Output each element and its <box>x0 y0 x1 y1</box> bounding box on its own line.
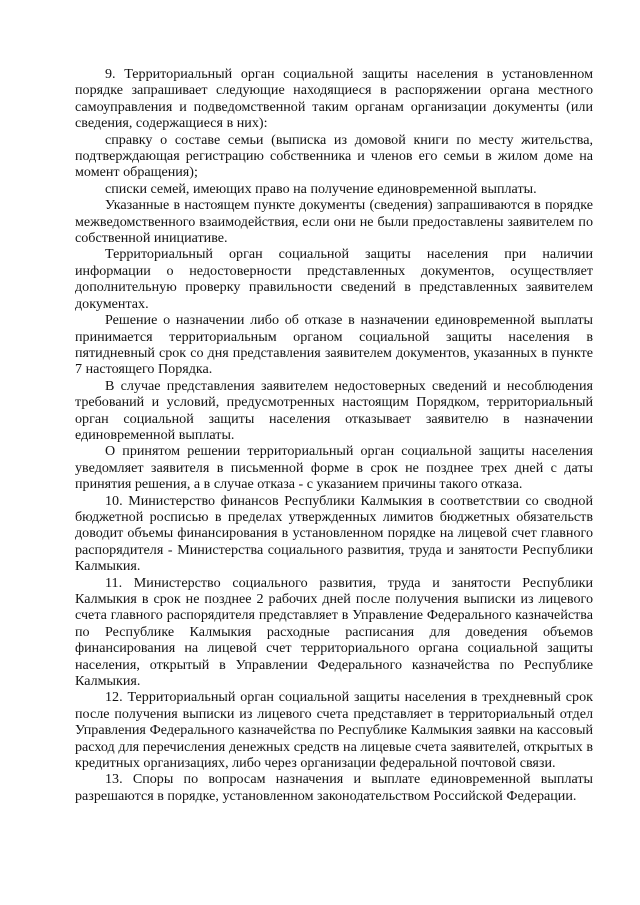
paragraph-refusal-grounds: В случае представления заявителем недостоверных сведений и несоблюдения требований и условий, предусмотренных настоящим Порядком, территориальный орган социальной защиты населения отказывает заявителю в назначении единовременной выплаты. <box>75 377 593 443</box>
paragraph-additional-check: Территориальный орган социальной защиты населения при наличии информации о недостоверности представленных документов, осуществляет дополнительную проверку правильности сведений в представленных заявителем документах. <box>75 246 593 312</box>
document-body <box>75 66 593 804</box>
paragraph-item-12: 12. Территориальный орган социальной защиты населения в трехдневный срок после получения выписки из лицевого счета представляет в территориальный отдел Управления Федерального казначейства по Республике Калмыкия заявки на кассовый расход для перечисления денежных средств на лицевые счета заявителей, открытых в кредитных организациях, либо через организации федеральной почтовой связи. <box>75 689 593 772</box>
paragraph-decision-deadline: Решение о назначении либо об отказе в назначении единовременной выплаты принимается территориальным органом социальной защиты населения в пятидневный срок со дня представления заявителем документов, указанных в пункте 7 настоящего Порядка. <box>75 312 593 378</box>
paragraph-item-9: 9. Территориальный орган социальной защиты населения в установленном порядке запрашивает следующие находящиеся в распоряжении органа местного самоуправления и подведомственной таким органам организации документы (или сведения, содержащиеся в них): <box>75 66 593 132</box>
paragraph-item-10: 10. Министерство финансов Республики Калмыкия в соответствии со сводной бюджетной росписью в пределах утвержденных лимитов бюджетных обязательств доводит объемы финансирования в установленном порядке на лицевой счет главного распорядителя - Министерства социального развития, труда и занятости Республики Калмыкия. <box>75 492 593 575</box>
paragraph-item-11: 11. Министерство социального развития, труда и занятости Республики Калмыкия в срок не позднее 2 рабочих дней после получения выписки из лицевого счета главного распорядителя представляет в Управление Федерального казначейства по Республике Калмыкия расходные расписания для доведения объемов финансирования на лицевой счет территориального органа социальной защиты населения, открытый в Управлении Федерального казначейства по Республике Калмыкия. <box>75 574 593 690</box>
paragraph-interagency-request: Указанные в настоящем пункте документы (сведения) запрашиваются в порядке межведомственного взаимодействия, если они не были предоставлены заявителем по собственной инициативе. <box>75 197 593 247</box>
paragraph-family-lists: списки семей, имеющих право на получение единовременной выплаты. <box>105 180 537 197</box>
paragraph-family-certificate: справку о составе семьи (выписка из домовой книги по месту жительства, подтверждающая регистрацию собственника и членов его семьи в жилом доме на момент обращения); <box>75 131 593 181</box>
paragraph-notification: О принятом решении территориальный орган социальной защиты населения уведомляет заявителя в письменной форме в срок не позднее трех дней с даты принятия решения, а в случае отказа - с указанием причины такого отказа. <box>75 443 593 493</box>
paragraph-item-13: 13. Споры по вопросам назначения и выплате единовременной выплаты разрешаются в порядке, установленном законодательством Российской Федерации. <box>75 771 593 804</box>
